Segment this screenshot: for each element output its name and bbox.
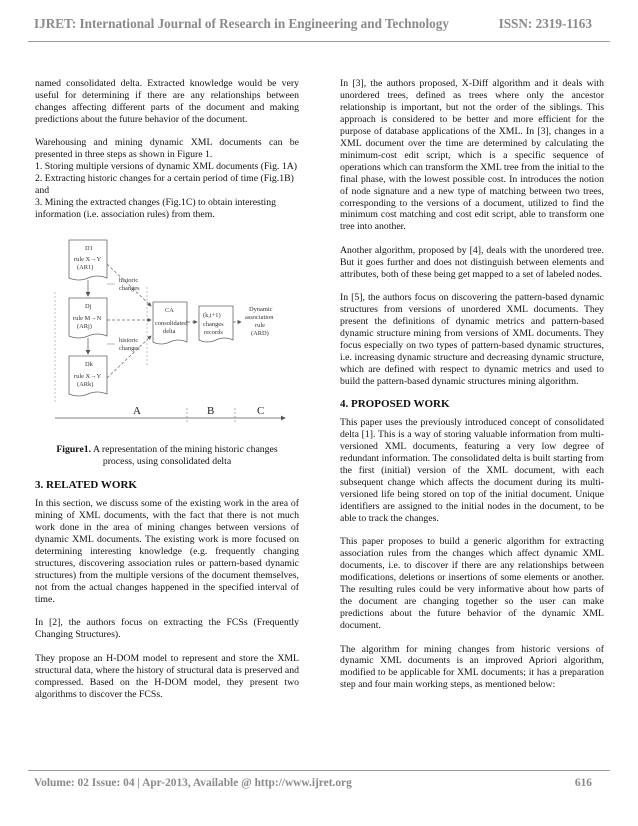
- journal-title: IJRET: International Journal of Research in Engineering and Technology: [34, 16, 449, 31]
- paragraph: This paper proposes to build a generic algorithm for extracting association rules from the changes which affect dynamic XML documents, i.e. to discover if there are any relationships between modifications, deletions or insertions of some elements or another. The resulting rules could be very informative about how parts of the document are changing together so the user can make predictions about the future behavior of the dynamic XML document.: [340, 536, 604, 632]
- figure-1-diagram: [35, 232, 299, 432]
- page-number: 616: [574, 777, 592, 789]
- volume-info: Volume: 02 Issue: 04 | Apr-2013, Available @ http://www.ijret.org: [34, 777, 352, 789]
- issn: ISSN: 2319-1163: [498, 16, 592, 31]
- steps-paragraph: [35, 137, 299, 221]
- page-footer: [28, 770, 610, 794]
- d1-ar: (AR1): [77, 264, 94, 272]
- dj-ar: (ARj): [77, 323, 92, 331]
- paragraph: They propose an H-DOM model to represent and store the XML structural data, where the history of structural data is preserved and compressed. Based on the H-DOM model, they present two algorithms to discover the FCSs.: [35, 652, 299, 700]
- dyn-3: rule: [255, 322, 265, 330]
- step-3: 3. Mining the extracted changes (Fig.1C) to obtain interesting information (i.e. association rules) from them.: [35, 197, 276, 221]
- paragraph: In [2], the authors focus on extracting the FCSs (Frequently Changing Structures).: [35, 617, 299, 641]
- d1-label: D1: [85, 245, 93, 253]
- paragraph: Another algorithm, proposed by [4], deals with the unordered tree. But it goes further and does not distinguish between elements and attributes, both of these being get mapped to a set of labeled nodes.: [340, 244, 604, 280]
- paragraph: In [3], the authors proposed, X-Diff algorithm and it deals with unordered trees, defined as trees where only the ancestor relationship is important, but not the order of the siblings. This approach is considered to be better and more efficient for the purpose of database applications of the XML. In [3], changes in a XML document over the time are determined by calculating the minimum-cost edit script, which is a specific sequence of operations which can transform the XML tree from the initial to the final phase, with the lowest possible cost. In introduces the notion of node signature and a new type of matching between two trees, corresponding to the versions of a document, utilized to find the minimum cost matching and cost edit script, able to transform one tree into another.: [340, 78, 604, 233]
- paragraph: named consolidated delta. Extracted knowledge would be very useful for determining if there are any relationships between changes affecting different parts of the document and making predictions about the future behavior of the document.: [35, 78, 299, 125]
- kk1-3: records: [204, 329, 223, 337]
- dk-label: Dk: [85, 361, 93, 369]
- dyn-2: association: [245, 314, 274, 322]
- cd-label-2: delta: [163, 328, 176, 336]
- dk-rule: rule X→Y: [74, 373, 102, 381]
- right-column: [340, 78, 604, 703]
- paragraph: This paper uses the previously introduced concept of consolidated delta [1]. This is a way of storing valuable information from multi-versioned XML documents, featuring a very low degree of redundant information. The consolidated delta is built starting from the first (initial) version of the XML document, with each subsequent change which affects the document during its multi-versioned life being stored on top of the initial document. Unique identifiers are assigned to the initial nodes in the document, to be able to track the changes.: [340, 417, 604, 524]
- step-1: 1. Storing multiple versions of dynamic XML documents (Fig. 1A): [35, 161, 298, 173]
- page-header: [28, 6, 610, 42]
- step-2: 2. Extracting historic changes for a certain period of time (Fig.1B) and: [35, 173, 294, 197]
- section-3-heading: 3. RELATED WORK: [35, 479, 137, 492]
- historic-changes-1: historic changes: [119, 277, 140, 293]
- cd-label-1: consolidated: [155, 320, 188, 328]
- cd-top: CA: [165, 307, 174, 315]
- section-4-heading: 4. PROPOSED WORK: [340, 398, 450, 411]
- paragraph: In this section, we discuss some of the existing work in the area of mining of XML documents, with the fact that there is not much work done in the area of mining changes between versions of dynamic XML documents. The existing work is more focused on determining interesting knowledge (e.g. frequently changing structures, discovering association rules or pattern-based dynamic structures) from the multiple versions of the document themselves, not from the actual changes happened in the specified interval of time.: [35, 498, 299, 605]
- kk1-2: changes: [203, 321, 224, 329]
- paragraph: In [5], the authors focus on discovering the pattern-based dynamic structures from versions of unordered XML documents. They present the definitions of dynamic metrics and pattern-based dynamic structure mining from versions of XML documents. They focus especially on two types of pattern-based dynamic structures, i.e. increasing dynamic structure and decreasing dynamic structure, which are defined with respect to dynamic metrics and used to build the pattern-based dynamic structures mining algorithm.: [340, 292, 604, 387]
- dyn-4: (ARD): [251, 330, 269, 338]
- caption-label: Figure1.: [56, 444, 92, 456]
- caption-text: A representation of the mining historic changes process, using consolidated delta: [91, 444, 278, 468]
- figure-caption: [35, 444, 299, 468]
- paragraph: The algorithm for mining changes from historic versions of dynamic XML documents is an improved Apriori algorithm, modified to be applicable for XML documents; it has a preparation step and four main working steps, as mentioned below:: [340, 643, 604, 691]
- left-column: [35, 78, 299, 712]
- arrow-d1-cd: [107, 264, 151, 306]
- figure-1: [35, 232, 299, 432]
- kk1-1: (k,i+1): [203, 312, 221, 320]
- historic-changes-2: historic changes: [119, 337, 140, 353]
- dj-label: Dj: [85, 303, 92, 311]
- dj-rule: rule M→N: [73, 315, 102, 323]
- label-c: C: [257, 405, 265, 418]
- dk-ar: (ARk): [77, 381, 94, 389]
- steps-intro: Warehousing and mining dynamic XML documents can be presented in three steps as shown in Figure 1.: [35, 137, 299, 161]
- dyn-1: Dynamic: [249, 306, 273, 314]
- label-b: B: [207, 405, 215, 418]
- label-a: A: [133, 405, 141, 418]
- d1-rule: rule X→Y: [74, 256, 102, 264]
